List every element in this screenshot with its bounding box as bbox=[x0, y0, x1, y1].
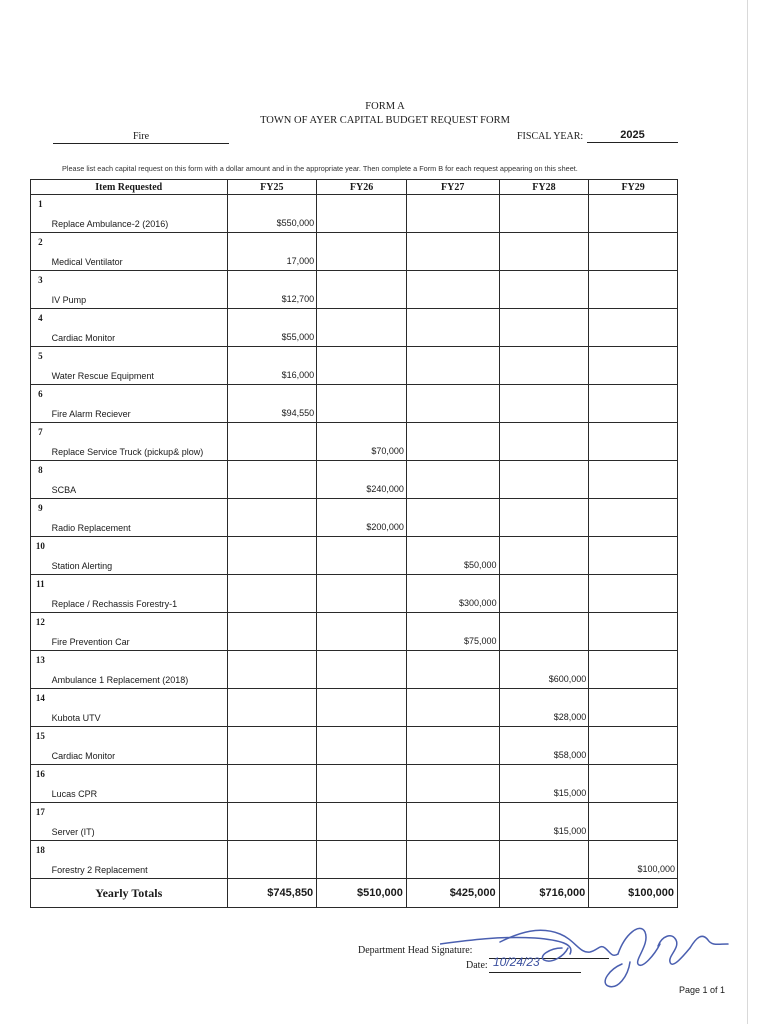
fy28-amount-cell bbox=[499, 499, 589, 537]
fy29-amount-cell bbox=[589, 765, 678, 803]
fy25-amount-cell: $550,000 bbox=[227, 195, 317, 233]
fy28-amount-cell bbox=[499, 423, 589, 461]
fy28-amount-cell: $15,000 bbox=[499, 803, 589, 841]
fy29-amount-cell bbox=[589, 385, 678, 423]
row-number: 12 bbox=[31, 613, 50, 651]
fy27-amount-cell bbox=[406, 765, 499, 803]
item-requested-cell: Replace Service Truck (pickup& plow) bbox=[50, 423, 227, 461]
fy26-amount-cell: $240,000 bbox=[317, 461, 407, 499]
fy26-amount-cell: $70,000 bbox=[317, 423, 407, 461]
fy27-amount-cell bbox=[406, 841, 499, 879]
fy26-amount-cell bbox=[317, 309, 407, 347]
fy28-amount-cell bbox=[499, 347, 589, 385]
item-requested-cell: IV Pump bbox=[50, 271, 227, 309]
item-requested-cell: Station Alerting bbox=[50, 537, 227, 575]
fy25-amount-cell: $55,000 bbox=[227, 309, 317, 347]
fy27-amount-cell bbox=[406, 803, 499, 841]
fy26-amount-cell bbox=[317, 727, 407, 765]
fy29-amount-cell bbox=[589, 195, 678, 233]
fy28-amount-cell bbox=[499, 575, 589, 613]
row-number: 6 bbox=[31, 385, 50, 423]
yearly-totals-label: Yearly Totals bbox=[31, 879, 228, 908]
fy27-amount-cell bbox=[406, 195, 499, 233]
fy28-amount-cell: $15,000 bbox=[499, 765, 589, 803]
row-number: 10 bbox=[31, 537, 50, 575]
item-requested-cell: Cardiac Monitor bbox=[50, 309, 227, 347]
fy26-amount-cell bbox=[317, 651, 407, 689]
fy26-amount-cell bbox=[317, 613, 407, 651]
row-number: 3 bbox=[31, 271, 50, 309]
row-number: 8 bbox=[31, 461, 50, 499]
table-row bbox=[31, 195, 678, 233]
fy29-amount-cell bbox=[589, 309, 678, 347]
yearly-totals-row bbox=[31, 879, 678, 908]
fy26-amount-cell bbox=[317, 689, 407, 727]
fy29-amount-cell bbox=[589, 271, 678, 309]
fy28-amount-cell bbox=[499, 195, 589, 233]
fy25-amount-cell bbox=[227, 613, 317, 651]
fy28-amount-cell bbox=[499, 537, 589, 575]
fy27-amount-cell bbox=[406, 727, 499, 765]
table-row bbox=[31, 233, 678, 271]
fy26-amount-cell bbox=[317, 195, 407, 233]
fy25-amount-cell bbox=[227, 727, 317, 765]
fy28-amount-cell bbox=[499, 613, 589, 651]
fy28-amount-cell: $600,000 bbox=[499, 651, 589, 689]
table-row bbox=[31, 689, 678, 727]
fy25-amount-cell bbox=[227, 651, 317, 689]
item-requested-cell: Fire Alarm Reciever bbox=[50, 385, 227, 423]
fy26-amount-cell: $200,000 bbox=[317, 499, 407, 537]
table-header-row bbox=[31, 180, 678, 195]
fy27-amount-cell bbox=[406, 385, 499, 423]
table-row bbox=[31, 309, 678, 347]
fy28-amount-cell bbox=[499, 233, 589, 271]
item-requested-cell: Kubota UTV bbox=[50, 689, 227, 727]
handwritten-signature bbox=[440, 914, 730, 994]
table-row bbox=[31, 841, 678, 879]
table-row bbox=[31, 499, 678, 537]
fy27-amount-cell: $50,000 bbox=[406, 537, 499, 575]
fy29-amount-cell bbox=[589, 537, 678, 575]
item-requested-cell: Fire Prevention Car bbox=[50, 613, 227, 651]
fy25-amount-cell bbox=[227, 537, 317, 575]
capital-request-table bbox=[30, 179, 678, 908]
row-number: 13 bbox=[31, 651, 50, 689]
fy27-amount-cell bbox=[406, 309, 499, 347]
fy29-amount-cell bbox=[589, 613, 678, 651]
table-row bbox=[31, 651, 678, 689]
fy28-amount-cell bbox=[499, 385, 589, 423]
fy26-amount-cell bbox=[317, 803, 407, 841]
header-fy29: FY29 bbox=[589, 180, 678, 195]
fy29-amount-cell bbox=[589, 423, 678, 461]
table-row bbox=[31, 347, 678, 385]
row-number: 9 bbox=[31, 499, 50, 537]
fy26-amount-cell bbox=[317, 841, 407, 879]
header-fy28: FY28 bbox=[499, 180, 589, 195]
fy29-amount-cell bbox=[589, 803, 678, 841]
item-requested-cell: Ambulance 1 Replacement (2018) bbox=[50, 651, 227, 689]
item-requested-cell: Radio Replacement bbox=[50, 499, 227, 537]
fy25-amount-cell bbox=[227, 803, 317, 841]
fy26-amount-cell bbox=[317, 233, 407, 271]
fy28-amount-cell: $58,000 bbox=[499, 727, 589, 765]
signature-label: Department Head Signature: bbox=[358, 945, 473, 956]
row-number: 11 bbox=[31, 575, 50, 613]
fy27-amount-cell bbox=[406, 499, 499, 537]
fy26-amount-cell bbox=[317, 385, 407, 423]
fy29-amount-cell bbox=[589, 347, 678, 385]
fy28-amount-cell: $28,000 bbox=[499, 689, 589, 727]
fy27-amount-cell bbox=[406, 461, 499, 499]
fy26-amount-cell bbox=[317, 271, 407, 309]
row-number: 4 bbox=[31, 309, 50, 347]
row-number: 7 bbox=[31, 423, 50, 461]
fy26-total: $510,000 bbox=[317, 879, 407, 908]
row-number: 18 bbox=[31, 841, 50, 879]
table-row bbox=[31, 803, 678, 841]
row-number: 17 bbox=[31, 803, 50, 841]
fy25-amount-cell: $16,000 bbox=[227, 347, 317, 385]
form-subtitle: TOWN OF AYER CAPITAL BUDGET REQUEST FORM bbox=[260, 115, 510, 126]
table-row bbox=[31, 537, 678, 575]
fy25-amount-cell bbox=[227, 765, 317, 803]
fy25-amount-cell bbox=[227, 461, 317, 499]
header-fy25: FY25 bbox=[227, 180, 317, 195]
fy26-amount-cell bbox=[317, 765, 407, 803]
instructions: Please list each capital request on this form with a dollar amount and in the appropriate year. Then complete a Form B for each request appearing on this sheet. bbox=[62, 164, 578, 173]
form-title: FORM A bbox=[365, 101, 405, 112]
page-number: Page 1 of 1 bbox=[679, 985, 726, 995]
fy28-amount-cell bbox=[499, 841, 589, 879]
fy25-total: $745,850 bbox=[227, 879, 317, 908]
table-row bbox=[31, 423, 678, 461]
fiscal-year-value: 2025 bbox=[587, 129, 678, 143]
fy28-amount-cell bbox=[499, 271, 589, 309]
fy29-amount-cell bbox=[589, 461, 678, 499]
fy29-amount-cell bbox=[589, 575, 678, 613]
fy25-amount-cell: 17,000 bbox=[227, 233, 317, 271]
fy25-amount-cell bbox=[227, 689, 317, 727]
fy27-amount-cell bbox=[406, 233, 499, 271]
fy25-amount-cell: $94,550 bbox=[227, 385, 317, 423]
fy29-amount-cell bbox=[589, 727, 678, 765]
table-row bbox=[31, 765, 678, 803]
scan-edge bbox=[747, 0, 748, 1024]
fy29-amount-cell bbox=[589, 651, 678, 689]
header-fy27: FY27 bbox=[406, 180, 499, 195]
item-requested-cell: Cardiac Monitor bbox=[50, 727, 227, 765]
item-requested-cell: Lucas CPR bbox=[50, 765, 227, 803]
date-label: Date: bbox=[466, 960, 488, 971]
fy29-amount-cell: $100,000 bbox=[589, 841, 678, 879]
fiscal-year-label: FISCAL YEAR: bbox=[517, 131, 584, 142]
item-requested-cell: Server (IT) bbox=[50, 803, 227, 841]
fy25-amount-cell bbox=[227, 575, 317, 613]
fy28-total: $716,000 bbox=[499, 879, 589, 908]
fy27-amount-cell bbox=[406, 651, 499, 689]
row-number: 1 bbox=[31, 195, 50, 233]
fy29-amount-cell bbox=[589, 499, 678, 537]
row-number: 14 bbox=[31, 689, 50, 727]
fy25-amount-cell bbox=[227, 841, 317, 879]
table-row bbox=[31, 461, 678, 499]
fy26-amount-cell bbox=[317, 537, 407, 575]
fy29-amount-cell bbox=[589, 233, 678, 271]
item-requested-cell: Medical Ventilator bbox=[50, 233, 227, 271]
item-requested-cell: Replace / Rechassis Forestry-1 bbox=[50, 575, 227, 613]
fy28-amount-cell bbox=[499, 461, 589, 499]
table-row bbox=[31, 613, 678, 651]
table-row bbox=[31, 385, 678, 423]
fy27-total: $425,000 bbox=[406, 879, 499, 908]
row-number: 5 bbox=[31, 347, 50, 385]
item-requested-cell: SCBA bbox=[50, 461, 227, 499]
fy26-amount-cell bbox=[317, 575, 407, 613]
date-value: 10/24/23 bbox=[493, 955, 540, 969]
fy27-amount-cell bbox=[406, 271, 499, 309]
row-number: 16 bbox=[31, 765, 50, 803]
row-number: 2 bbox=[31, 233, 50, 271]
table-row bbox=[31, 575, 678, 613]
fy27-amount-cell bbox=[406, 423, 499, 461]
fy25-amount-cell bbox=[227, 499, 317, 537]
fy28-amount-cell bbox=[499, 309, 589, 347]
fy27-amount-cell: $75,000 bbox=[406, 613, 499, 651]
fy29-total: $100,000 bbox=[589, 879, 678, 908]
fy25-amount-cell bbox=[227, 423, 317, 461]
item-requested-cell: Replace Ambulance-2 (2016) bbox=[50, 195, 227, 233]
department-name: Fire bbox=[53, 131, 229, 144]
header-fy26: FY26 bbox=[317, 180, 407, 195]
fy25-amount-cell: $12,700 bbox=[227, 271, 317, 309]
fy27-amount-cell: $300,000 bbox=[406, 575, 499, 613]
table-row bbox=[31, 271, 678, 309]
table-row bbox=[31, 727, 678, 765]
header-item-requested: Item Requested bbox=[31, 180, 228, 195]
row-number: 15 bbox=[31, 727, 50, 765]
fy27-amount-cell bbox=[406, 347, 499, 385]
fy29-amount-cell bbox=[589, 689, 678, 727]
item-requested-cell: Forestry 2 Replacement bbox=[50, 841, 227, 879]
fy27-amount-cell bbox=[406, 689, 499, 727]
item-requested-cell: Water Rescue Equipment bbox=[50, 347, 227, 385]
fy26-amount-cell bbox=[317, 347, 407, 385]
